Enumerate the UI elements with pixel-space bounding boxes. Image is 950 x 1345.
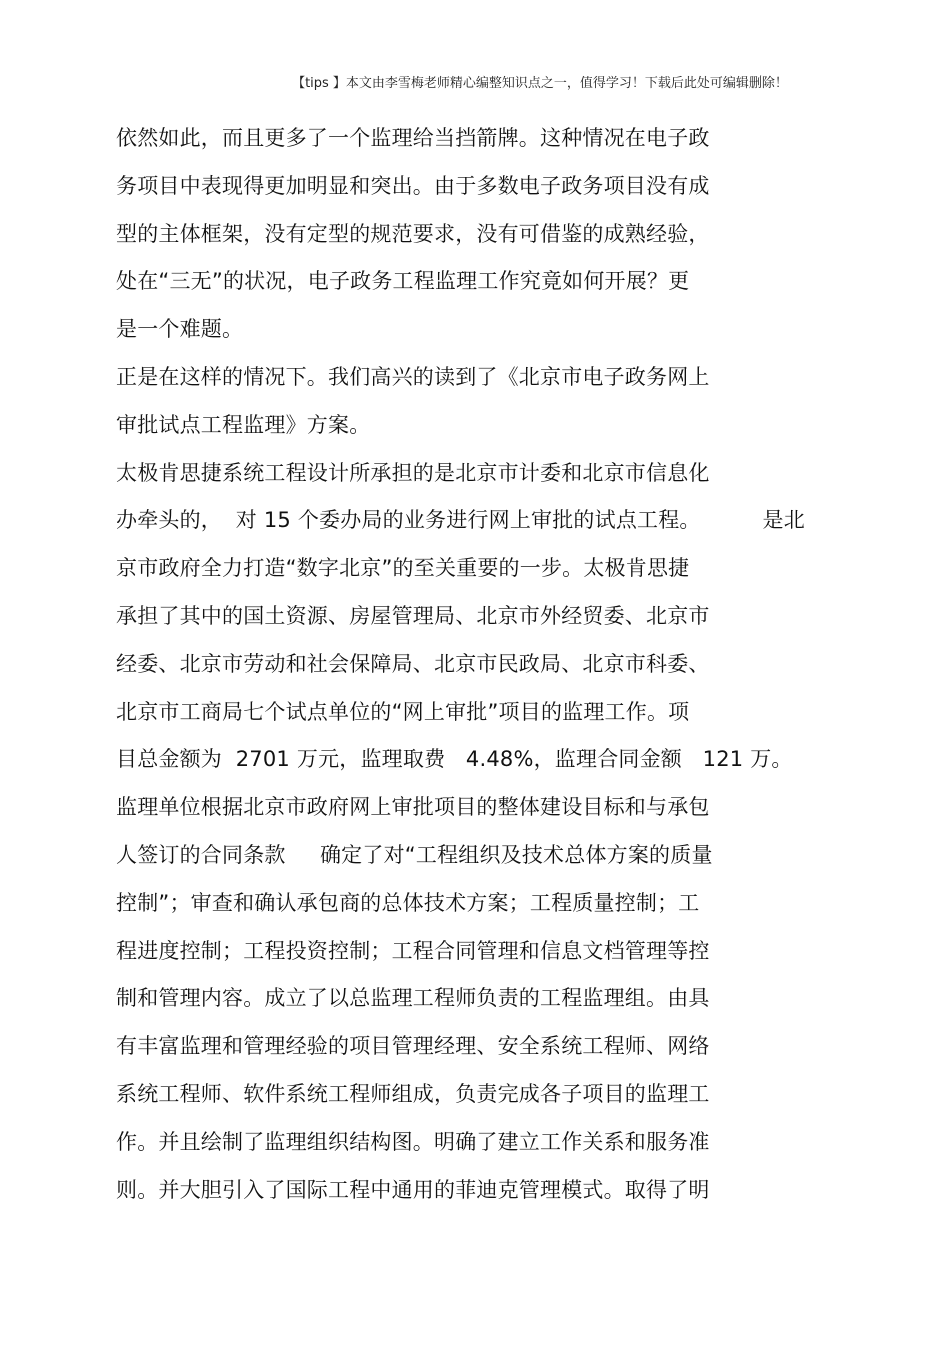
text-line: 承担了其中的国土资源、房屋管理局、北京市外经贸委、北京市: [116, 603, 710, 628]
text-line: 则。并大胆引入了国际工程中通用的菲迪克管理模式。取得了明: [116, 1177, 710, 1202]
document-body: [116, 126, 916, 1225]
text-line: 处在“三无”的状况，电子政务工程监理工作究竟如何开展？更: [116, 269, 690, 294]
text-line: 监理单位根据北京市政府网上审批项目的整体建设目标和与承包: [116, 795, 710, 820]
text-line: 有丰富监理和管理经验的项目管理经理、安全系统工程师、网络: [116, 1034, 710, 1059]
text-line: 办牵头的， 对 15 个委办局的业务进行网上审批的试点工程。 是北: [116, 508, 805, 533]
text-line: 正是在这样的情况下。我们高兴的读到了《北京市电子政务网上: [116, 364, 710, 389]
text-line: 经委、北京市劳动和社会保障局、北京市民政局、北京市科委、: [116, 651, 710, 676]
text-line: 务项目中表现得更加明显和突出。由于多数电子政务项目没有成: [116, 173, 710, 198]
text-line: 系统工程师、软件系统工程师组成，负责完成各子项目的监理工: [116, 1081, 710, 1106]
header-note: 【tips 】本文由李雪梅老师精心编整知识点之一，值得学习！下载后此处可编辑删除！: [292, 76, 788, 91]
text-line: 控制”；审查和确认承包商的总体技术方案；工程质量控制；工: [116, 890, 700, 915]
text-line: 程进度控制；工程投资控制；工程合同管理和信息文档管理等控: [116, 938, 710, 963]
text-line: 型的主体框架，没有定型的规范要求，没有可借鉴的成熟经验，: [116, 221, 710, 246]
text-line: 京市政府全力打造“数字北京”的至关重要的一步。太极肯思捷: [116, 556, 690, 581]
text-line: 太极肯思捷系统工程设计所承担的是北京市计委和北京市信息化: [116, 460, 710, 485]
text-line: 北京市工商局七个试点单位的“网上审批”项目的监理工作。项: [116, 699, 690, 724]
text-line: 依然如此，而且更多了一个监理给当挡箭牌。这种情况在电子政: [116, 126, 710, 150]
text-line: 是一个难题。: [116, 317, 244, 342]
text-line: 审批试点工程监理》方案。: [116, 412, 371, 437]
text-line: 人签订的合同条款 确定了对“工程组织及技术总体方案的质量: [116, 842, 713, 867]
text-line: 制和管理内容。成立了以总监理工程师负责的工程监理组。由具: [116, 986, 710, 1011]
text-line: 目总金额为 2701 万元，监理取费 4.48%，监理合同金额 121 万。: [116, 747, 793, 772]
text-line: 作。并且绘制了监理组织结构图。明确了建立工作关系和服务准: [116, 1129, 710, 1154]
